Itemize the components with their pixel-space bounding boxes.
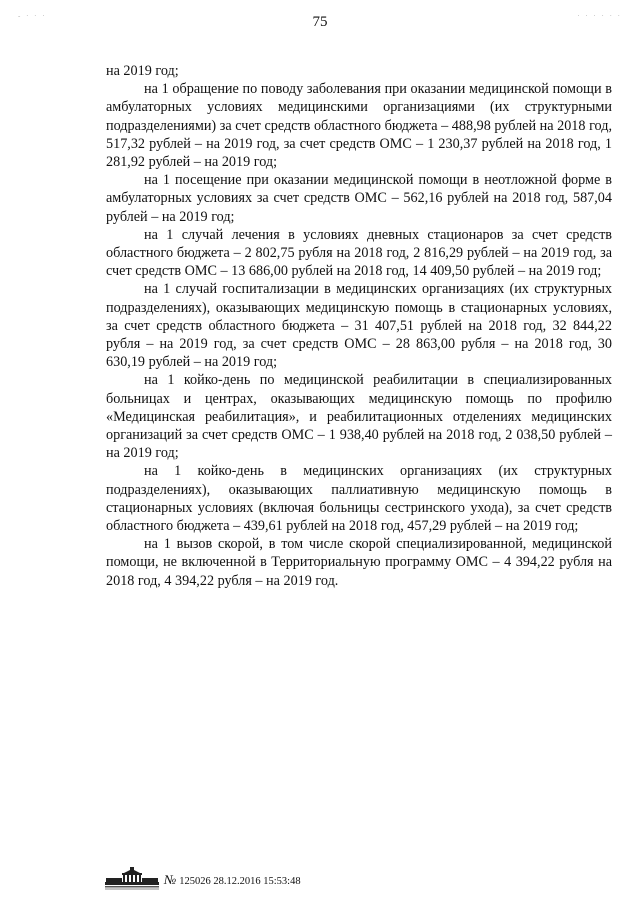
paragraph: на 2019 год; — [106, 63, 179, 79]
document-body — [106, 62, 612, 590]
corner-mark-left: - · · · — [18, 12, 47, 20]
registry-number-datetime: 125026 28.12.2016 15:53:48 — [179, 876, 301, 887]
paragraph: на 1 вызов скорой, в том числе скорой специализированной, медицинской помощи, не включенной в Территориальную программу ОМС – 4 394,22 рубля на 2018 год, 4 394,22 рубля – на 2019 год. — [106, 536, 612, 589]
registry-stamp — [164, 872, 301, 888]
paragraph: на 1 посещение при оказании медицинской помощи в неотложной форме в амбулаторных условиях за счет средств ОМС – 562,16 рублей на 2018 год, 587,04 рублей – на 2019 год; — [106, 172, 612, 225]
corner-mark-right: · · · · · · — [577, 12, 622, 20]
paragraph: на 1 случай лечения в условиях дневных стационаров за счет средств областного бюджета – 2 802,75 рубля на 2018 год, 2 816,29 рублей – на 2019 год, за счет средств ОМС – 13 686,00 рублей на 2018 год, 14 409,50 рублей – на 2019 год; — [106, 226, 612, 280]
government-building-emblem-icon — [104, 866, 160, 890]
number-sign: № — [164, 872, 177, 887]
paragraph: на 1 койко-день в медицинских организациях (их структурных подразделениях), оказывающих паллиативную медицинскую помощь в стационарных условиях (включая больницы сестринского ухода), за счет средств областного бюджета – 439,61 рублей на 2018 год, 457,29 рублей – на 2019 год; — [106, 463, 612, 535]
paragraph: на 1 койко-день по медицинской реабилитации в специализированных больницах и центрах, оказывающих медицинскую помощь по профилю «Медицинская реабилитация», и реабилитационных отделениях медицинских организаций за счет средств ОМС – 1 938,40 рублей на 2018 год, 2 038,50 рублей – на 2019 год; — [106, 372, 612, 462]
paragraph: на 1 обращение по поводу заболевания при оказании медицинской помощи в амбулаторных условиях медицинскими организациями (их структурными подразделениями) за счет средств областного бюджета – 488,98 рублей на 2018 год, 517,32 рублей – на 2019 год, за счет средств ОМС – 1 230,37 рублей на 2018 год, 1 281,92 рублей – на 2019 год; — [106, 81, 612, 171]
page-number: 75 — [312, 14, 328, 30]
paragraph: на 1 случай госпитализации в медицинских организациях (их структурных подразделениях), оказывающих медицинскую помощь в стационарных условиях, за счет средств областного бюджета – 31 407,51 рублей на 2018 год, 32 844,22 рубля – на 2019 год, за счет средств ОМС – 28 863,00 рубля – на 2018 год, 30 630,19 рублей – на 2019 год; — [106, 281, 612, 371]
